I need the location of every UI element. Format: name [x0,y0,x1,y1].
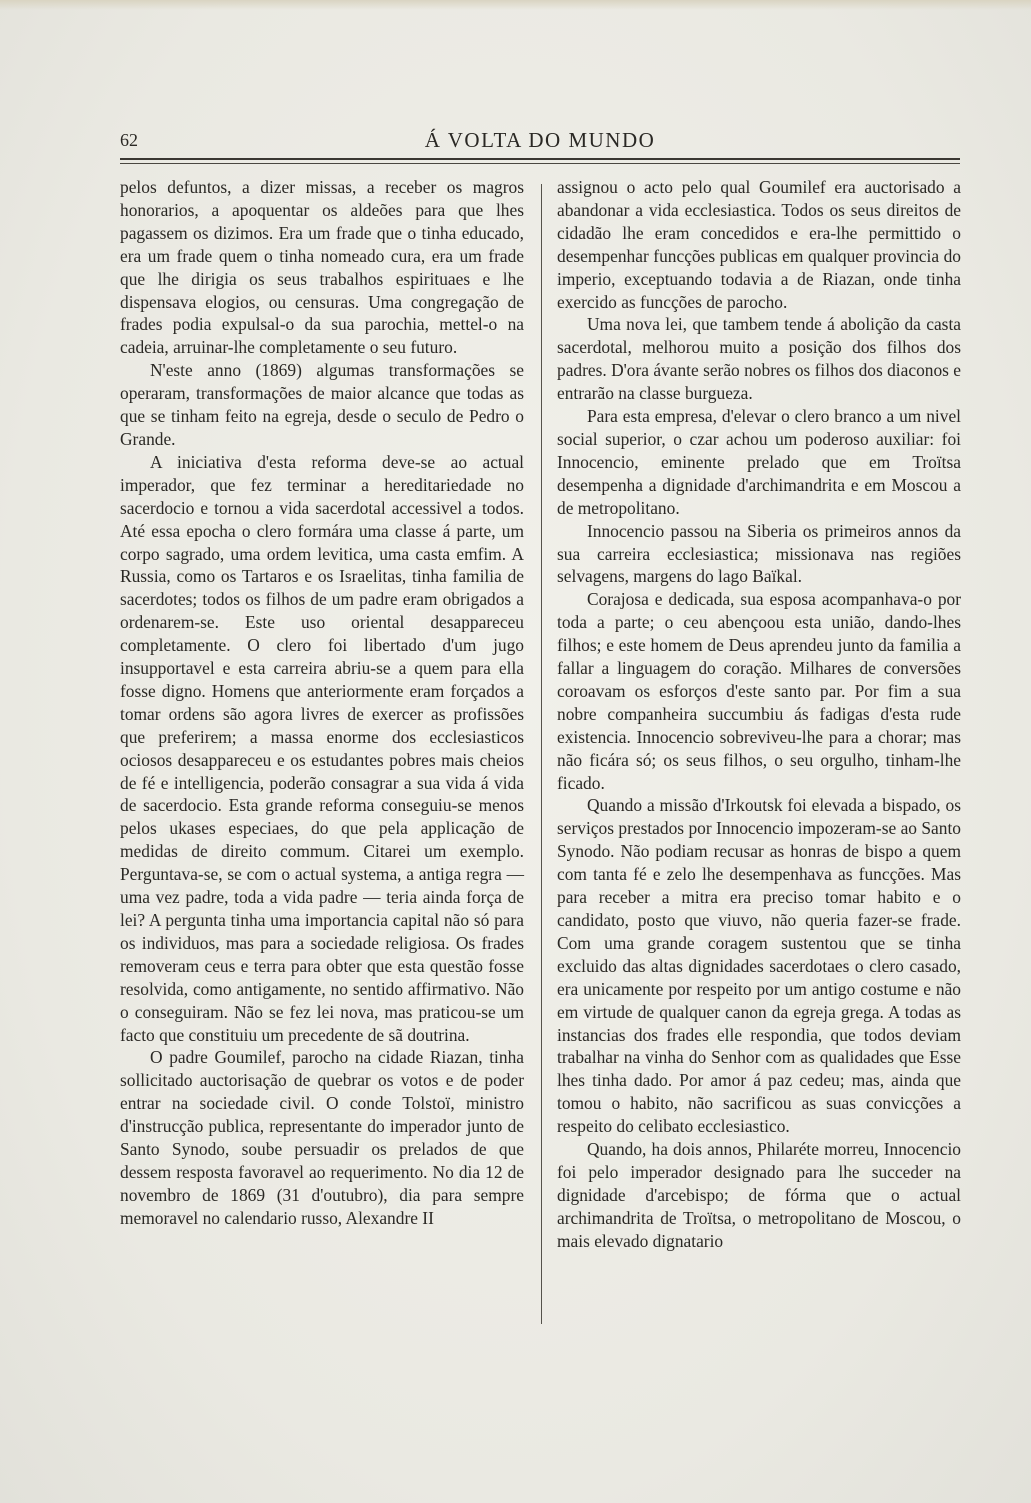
paragraph: A iniciativa d'esta reforma deve-se ao actual imperador, que fez terminar a hereditariedade no sacerdocio e tornou a vida sacerdotal accessivel a todos. Até essa epocha o clero formára uma classe á parte, um corpo sagrado, uma ordem levitica, uma casta emfim. A Russia, como os Tartaros e os Israelitas, tinha familia de sacerdotes; todos os filhos de um padre eram obrigados a ordenarem-se. Este uso oriental desappareceu completamente. O clero foi libertado d'um jugo insupportavel e esta carreira abriu-se a quem para ella fosse digno. Homens que anteriormente eram forçados a tomar ordens são agora livres de exercer as profissões que preferirem; a massa enorme dos ecclesiasticos ociosos desappareceu e os estudantes pobres mais cheios de fé e intelligencia, poderão consagrar a sua vida á vida de sacerdocio. Esta grande reforma conseguiu-se menos pelos ukases especiaes, do que pela applicação de medidas de direito commum. Citarei um exemplo. Perguntava-se, se com o actual systema, a antiga regra — uma vez padre, toda a vida padre — teria ainda força de lei? A pergunta tinha uma importancia capital não só para os individuos, mas para a sociedade religiosa. Os frades removeram ceus e terra para obter que esta questão fosse resolvida, como antigamente, no sentido affirmativo. Não o conseguiram. Não se fez lei nova, mas praticou-se um facto que constituiu um precedente de sã doutrina. [120,451,524,1045]
paragraph: Para esta empresa, d'elevar o clero branco a um nivel social superior, o czar achou um poderoso auxiliar: foi Innocencio, eminente prelado que em Troïtsa desempenha a dignidade d'archimandrita e em Moscou a de metropolitano. [557,406,961,518]
paragraph: Innocencio passou na Siberia os primeiros annos da sua carreira ecclesiastica; missionava nas regiões selvagens, margens do lago Baïkal. [557,520,961,587]
paragraph: Corajosa e dedicada, sua esposa acompanhava-o por toda a parte; o ceu abençoou esta união, dando-lhes filhos; e este homem de Deus aprendeu junto da familia a fallar a linguagem do coração. Milhares de conversões coroavam os esforços d'este santo par. Por fim a sua nobre companheira succumbiu ás fadigas d'esta rude existencia. Innocencio sobreviveu-lhe para a chorar; mas não ficára só; os seus filhos, o seu orgulho, tinham-lhe ficado. [557,589,961,793]
column-divider [541,184,542,1324]
running-title: Á VOLTA DO MUNDO [424,128,656,152]
right-column [557,176,961,1253]
paragraph: O padre Goumilef, parocho na cidade Riazan, tinha sollicitado auctorisação de quebrar os votos e de poder entrar na sociedade civil. O conde Tolstoï, ministro d'instrucção publica, representante do imperador junto de Santo Synodo, soube persuadir os prelados de que dessem resposta favoravel ao requerimento. No dia 12 de novembro de 1869 (31 d'outubro), dia para sempre memoravel no calendario russo, Alexandre II [120,1047,524,1228]
page-number: 62 [120,130,138,150]
paragraph: N'este anno (1869) algumas transformações se operaram, transformações de maior alcance que todas as que se tinham feito na egreja, desde o seculo de Pedro o Grande. [120,360,524,449]
paper-edge-tint [0,0,1031,10]
left-column [120,176,524,1230]
page-header [120,128,960,154]
paragraph: Quando a missão d'Irkoutsk foi elevada a bispado, os serviços prestados por Innocencio impozeram-se ao Santo Synodo. Não podiam recusar as honras de bispo a quem com tanta fé e zelo lhe desempenhava as funcções. Mas para receber a mitra era preciso tomar habito e o candidato, posto que viuvo, não queria fazer-se frade. Com uma grande coragem sustentou que se tinha excluido das altas dignidades sacerdotaes o clero casado, era unicamente por respeito por um antigo costume e não em virtude de qualquer canon da egreja grega. A todas as instancias dos frades elle respondia, que todos deviam trabalhar na vinha do Senhor com as qualidades que Esse lhes tinha dado. Por amor á paz cedeu; mas, ainda que tomou o habito, não sacrificou as suas convicções a respeito do celibato ecclesiastico. [557,795,961,1137]
header-rule-thick [120,158,960,160]
paragraph: Uma nova lei, que tambem tende á abolição da casta sacerdotal, melhorou muito a posição dos filhos dos padres. D'ora ávante serão nobres os filhos dos diaconos e entrarão na classe burgueza. [557,314,961,404]
paragraph: assignou o acto pelo qual Goumilef era auctorisado a abandonar a vida ecclesiastica. Todos os seus direitos de cidadão lhe eram concedidos e era-lhe permittido o desempenhar funcções publicas em qualquer provincia do imperio, exceptuando todavia a de Riazan, onde tinha exercido as funcções de parocho. [557,177,961,312]
paragraph: Quando, ha dois annos, Philaréte morreu, Innocencio foi pelo imperador designado para lhe succeder na dignidade d'arcebispo; de fórma que o actual archimandrita de Troïtsa, o metropolitano de Moscou, o mais elevado dignatario [557,1139,961,1251]
paragraph: pelos defuntos, a dizer missas, a receber os magros honorarios, a apoquentar os aldeões para que lhes pagassem os dizimos. Era um frade que o tinha educado, era um frade quem o tinha nomeado cura, era um frade que lhe dirigia os seus trabalhos espirituaes e lhe dispensava elogios, ou censuras. Uma congregação de frades podia expulsal-o da sua parochia, mettel-o na cadeia, arruinar-lhe completamente o seu futuro. [120,177,524,358]
header-rule-thin [120,163,960,164]
